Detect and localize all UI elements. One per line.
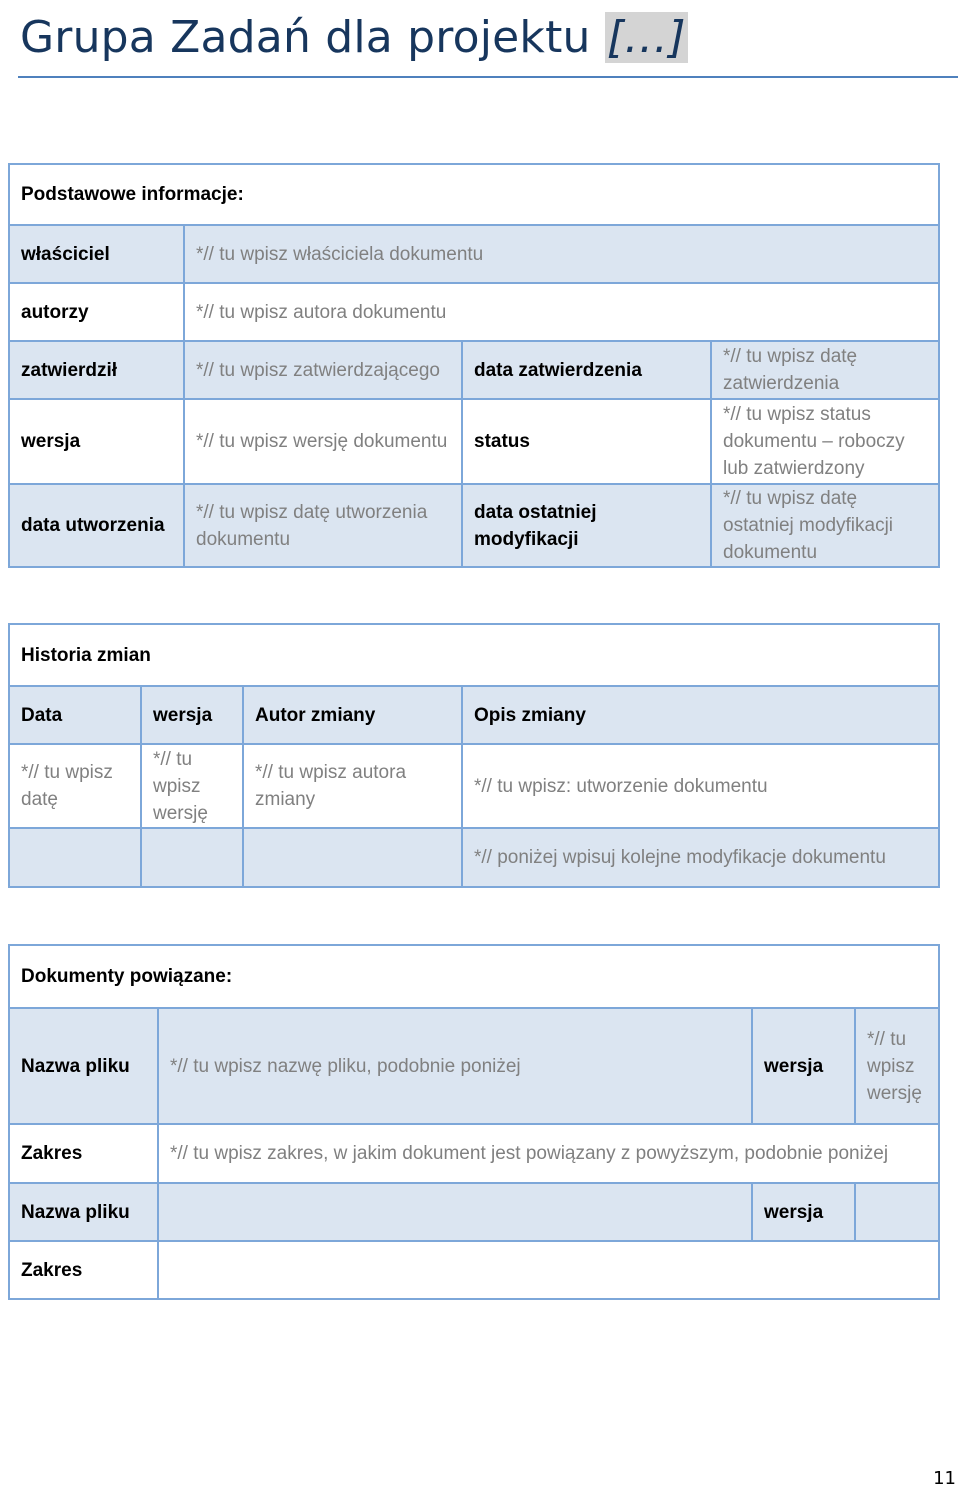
version-label: wersja	[9, 399, 184, 484]
approved-by-value[interactable]: *// tu wpisz zatwierdzającego	[184, 341, 462, 399]
owner-label: właściciel	[9, 225, 184, 283]
related-file-value[interactable]: *// tu wpisz nazwę pliku, podobnie poniżej	[158, 1008, 752, 1124]
history-cell-author[interactable]	[243, 828, 462, 887]
approval-date-label: data zatwierdzenia	[462, 341, 711, 399]
related-scope-label: Zakres	[9, 1241, 158, 1299]
related-file-label: Nazwa pliku	[9, 1183, 158, 1241]
related-version-label: wersja	[752, 1008, 855, 1124]
basic-info-table	[8, 163, 940, 568]
history-heading: Historia zmian	[9, 624, 939, 686]
owner-value[interactable]: *// tu wpisz właściciela dokumentu	[184, 225, 939, 283]
title-placeholder: […]	[606, 12, 686, 63]
history-col-date: Data	[9, 686, 141, 744]
related-version-label: wersja	[752, 1183, 855, 1241]
related-docs-table	[8, 944, 940, 1300]
history-cell-date[interactable]: *// tu wpisz datę	[9, 744, 141, 828]
page-title	[20, 6, 688, 70]
title-underline	[18, 76, 958, 78]
history-table	[8, 623, 940, 888]
created-label: data utworzenia	[9, 484, 184, 567]
authors-label: autorzy	[9, 283, 184, 341]
basic-info-heading: Podstawowe informacje:	[9, 164, 939, 225]
status-value[interactable]: *// tu wpisz status dokumentu – roboczy lub zatwierdzony	[711, 399, 939, 484]
history-col-author: Autor zmiany	[243, 686, 462, 744]
history-col-description: Opis zmiany	[462, 686, 939, 744]
version-value[interactable]: *// tu wpisz wersję dokumentu	[184, 399, 462, 484]
related-scope-value[interactable]	[158, 1241, 939, 1299]
approved-by-label: zatwierdził	[9, 341, 184, 399]
modified-value[interactable]: *// tu wpisz datę ostatniej modyfikacji dokumentu	[711, 484, 939, 567]
history-cell-author[interactable]: *// tu wpisz autora zmiany	[243, 744, 462, 828]
history-cell-version[interactable]	[141, 828, 243, 887]
page-title-text: Grupa Zadań dla projektu	[20, 12, 605, 63]
history-cell-description[interactable]: *// poniżej wpisuj kolejne modyfikacje dokumentu	[462, 828, 939, 887]
status-label: status	[462, 399, 711, 484]
page-number: 11	[933, 1468, 956, 1489]
related-scope-value[interactable]: *// tu wpisz zakres, w jakim dokument jest powiązany z powyższym, podobnie poniżej	[158, 1124, 939, 1183]
related-heading: Dokumenty powiązane:	[9, 945, 939, 1008]
history-cell-date[interactable]	[9, 828, 141, 887]
history-cell-version[interactable]: *// tu wpisz wersję	[141, 744, 243, 828]
related-file-label: Nazwa pliku	[9, 1008, 158, 1124]
modified-label: data ostatniej modyfikacji	[462, 484, 711, 567]
history-col-version: wersja	[141, 686, 243, 744]
approval-date-value[interactable]: *// tu wpisz datę zatwierdzenia	[711, 341, 939, 399]
related-version-value[interactable]	[855, 1183, 939, 1241]
related-file-value[interactable]	[158, 1183, 752, 1241]
related-scope-label: Zakres	[9, 1124, 158, 1183]
history-cell-description[interactable]: *// tu wpisz: utworzenie dokumentu	[462, 744, 939, 828]
created-value[interactable]: *// tu wpisz datę utworzenia dokumentu	[184, 484, 462, 567]
authors-value[interactable]: *// tu wpisz autora dokumentu	[184, 283, 939, 341]
related-version-value[interactable]: *// tu wpisz wersję	[855, 1008, 939, 1124]
